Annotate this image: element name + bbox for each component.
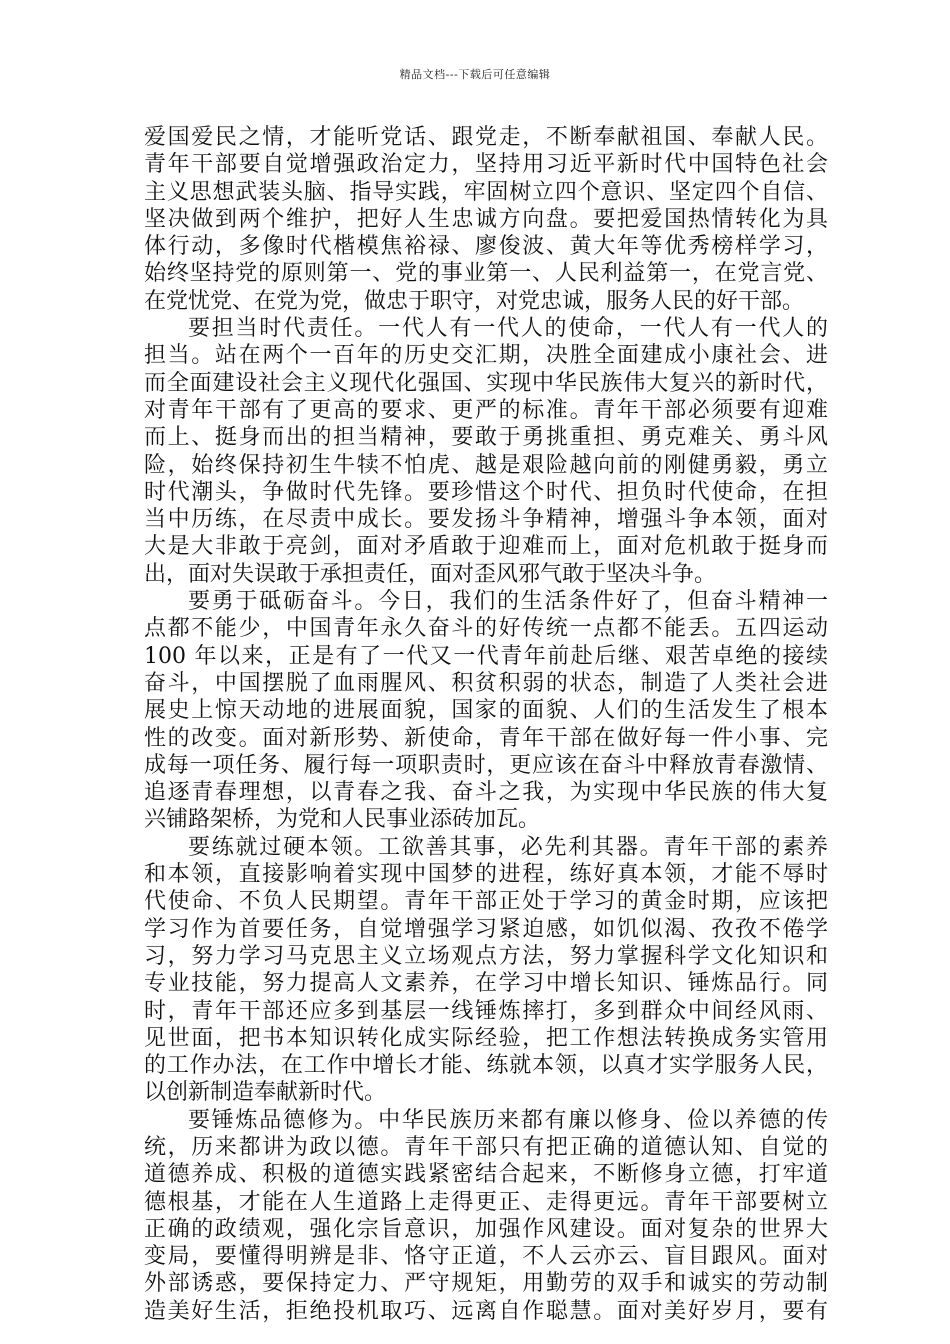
text-line: 对青年干部有了更高的要求、更严的标准。青年干部必须要有迎难 — [144, 397, 828, 423]
text-line: 大是大非敢于亮剑，面对矛盾敢于迎难而上，面对危机敢于挺身而 — [144, 534, 828, 560]
text-line: 爱国爱民之情，才能听党话、跟党走，不断奉献祖国、奉献人民。 — [144, 125, 828, 150]
text-line: 展史上惊天动地的进展面貌，国家的面貌、人们的生活发生了根本 — [144, 698, 828, 724]
text-line: 德根基，才能在人生道路上走得更正、走得更远。青年干部要树立 — [144, 1189, 828, 1215]
text-line: 在党忧党、在党为党，做忠于职守，对党忠诚，服务人民的好干部。 — [144, 288, 805, 314]
text-line: 正确的政绩观，强化宗旨意识，加强作风建设。面对复杂的世界大 — [144, 1216, 828, 1242]
paragraph-first-line: 要锤炼品德修为。中华民族历来都有廉以修身、俭以养德的传 — [188, 1107, 828, 1133]
text-line: 而全面建设社会主义现代化强国、实现中华民族伟大复兴的新时代， — [144, 370, 828, 396]
text-line: 而上、挺身而出的担当精神，要敢于勇挑重担、勇克难关、勇斗风 — [144, 425, 828, 451]
text-line: 坚决做到两个维护，把好人生忠诚方向盘。要把爱国热情转化为具 — [144, 206, 828, 232]
text-line: 和本领，直接影响着实现中国梦的进程，练好真本领，才能不辱时 — [144, 862, 828, 888]
text-line: 担当。站在两个一百年的历史交汇期，决胜全面建成小康社会、进 — [144, 343, 828, 369]
text-line: 奋斗，中国摆脱了血雨腥风、积贫积弱的状态，制造了人类社会进 — [144, 670, 828, 696]
text-line: 时，青年干部还应多到基层一线锤炼摔打，多到群众中间经风雨、 — [144, 998, 828, 1024]
text-line: 点都不能少，中国青年永久奋斗的好传统一点都不能丢。五四运动 — [144, 616, 828, 642]
paragraph-first-line: 要担当时代责任。一代人有一代人的使命，一代人有一代人的 — [188, 316, 828, 342]
paragraph-first-line: 要练就过硬本领。工欲善其事，必先利其器。青年干部的素养 — [188, 834, 828, 860]
text-line: 学习作为首要任务，自觉增强学习紧迫感，如饥似渴、孜孜不倦学 — [144, 916, 828, 942]
paragraph-first-line: 要勇于砥砺奋斗。今日，我们的生活条件好了，但奋斗精神一 — [188, 589, 828, 615]
text-line: 代使命、不负人民期望。青年干部正处于学习的黄金时期，应该把 — [144, 889, 828, 915]
text-line: 当中历练，在尽责中成长。要发扬斗争精神，增强斗争本领，面对 — [144, 507, 828, 533]
text-line: 追逐青春理想，以青春之我、奋斗之我，为实现中华民族的伟大复 — [144, 780, 828, 806]
text-line: 时代潮头，争做时代先锋。要珍惜这个时代、担负时代使命，在担 — [144, 479, 828, 505]
text-line: 体行动，多像时代楷模焦裕禄、廖俊波、黄大年等优秀榜样学习， — [144, 234, 828, 260]
text-line: 外部诱惑，要保持定力、严守规矩，用勤劳的双手和诚实的劳动制 — [144, 1271, 828, 1297]
document-body — [144, 124, 828, 1325]
text-line: 成每一项任务、履行每一项职责时，更应该在奋斗中释放青春激情、 — [144, 752, 828, 778]
text-line: 险，始终保持初生牛犊不怕虎、越是艰险越向前的刚健勇毅，勇立 — [144, 452, 828, 478]
text-line: 青年干部要自觉增强政治定力，坚持用习近平新时代中国特色社会 — [144, 152, 828, 178]
page-header-note: 精品文档---下载后可任意编辑 — [399, 68, 551, 81]
text-line: 统，历来都讲为政以德。青年干部只有把正确的道德认知、自觉的 — [144, 1134, 828, 1160]
text-line: 变局，要懂得明辨是非、恪守正道，不人云亦云、盲目跟风。面对 — [144, 1244, 828, 1270]
text-line: 性的改变。面对新形势、新使命，青年干部在做好每一件小事、完 — [144, 725, 828, 751]
text-line: 见世面，把书本知识转化成实际经验，把工作想法转换成务实管用 — [144, 1025, 828, 1051]
text-line: 始终坚持党的原则第一、党的事业第一、人民利益第一，在党言党、 — [144, 261, 828, 287]
text-line: 造美好生活，拒绝投机取巧、远离自作聪慧。面对美好岁月，要有 — [144, 1298, 828, 1324]
text-line: 兴铺路架桥，为党和人民事业添砖加瓦。 — [144, 807, 541, 833]
text-line: 的工作办法，在工作中增长才能、练就本领，以真才实学服务人民， — [144, 1053, 828, 1079]
text-line: 主义思想武装头脑、指导实践，牢固树立四个意识、坚定四个自信、 — [144, 179, 828, 205]
text-line: 以创新制造奉献新时代。 — [144, 1080, 387, 1106]
text-line: 道德养成、积极的道德实践紧密结合起来，不断修身立德，打牢道 — [144, 1162, 828, 1188]
text-line: 出，面对失误敢于承担责任，面对歪风邪气敢于坚决斗争。 — [144, 561, 717, 587]
text-line: 专业技能，努力提高人文素养，在学习中增长知识、锤炼品行。同 — [144, 971, 828, 997]
text-line: 100 年以来，正是有了一代又一代青年前赴后继、艰苦卓绝的接续 — [144, 643, 828, 669]
text-line: 习，努力学习马克思主义立场观点方法，努力掌握科学文化知识和 — [144, 943, 828, 969]
